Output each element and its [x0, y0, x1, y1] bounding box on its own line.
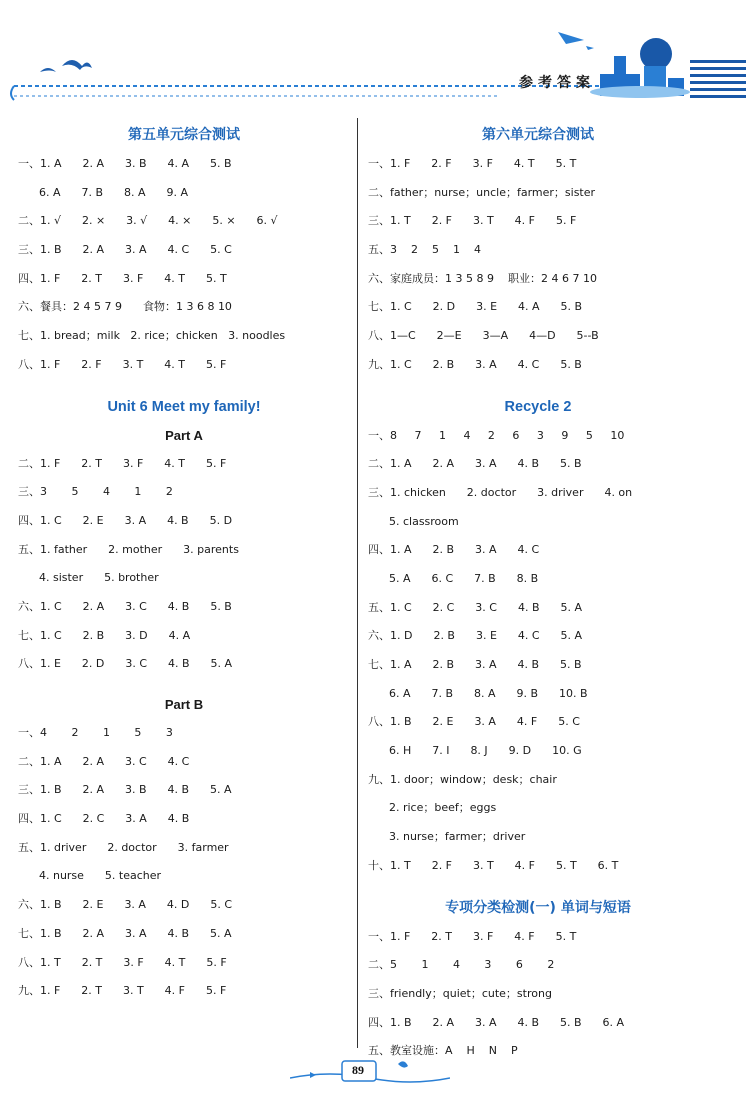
answer-row: 三、1. chicken 2. doctor 3. driver 4. on	[368, 485, 633, 499]
answer-row: 八、1. E 2. D 3. C 4. B 5. A	[18, 657, 233, 671]
bird-icon	[62, 60, 92, 70]
answer-row: 七、1. C 2. D 3. E 4. A 5. B	[368, 300, 583, 314]
answer-row: 六、1. B 2. E 3. A 4. D 5. C	[18, 898, 233, 912]
section-title: Unit 6 Meet my family!	[107, 398, 261, 415]
answer-row: 2. rice；beef；eggs	[368, 801, 497, 815]
answer-row: 七、1. B 2. A 3. A 4. B 5. A	[18, 926, 232, 940]
answer-row: 六、1. C 2. A 3. C 4. B 5. B	[18, 599, 232, 613]
right-column	[368, 120, 708, 1066]
answer-row: 八、1—C 2—E 3—A 4—D 5--B	[368, 329, 599, 343]
section-title: Recycle 2	[504, 398, 572, 415]
answer-row: 三、3 5 4 1 2	[18, 485, 173, 499]
answer-row: 二、1. A 2. A 3. C 4. C	[18, 754, 190, 768]
answer-row: 一、1. A 2. A 3. B 4. A 5. B	[18, 157, 232, 170]
answer-row: 一、4 2 1 5 3	[18, 726, 173, 739]
answer-row: 七、1. C 2. B 3. D 4. A	[18, 628, 191, 642]
column-divider	[357, 118, 358, 1048]
header-title: 参考答案	[519, 75, 595, 91]
answer-row: 四、1. F 2. T 3. F 4. T 5. T	[18, 271, 227, 285]
answer-row: 六、1. D 2. B 3. E 4. C 5. A	[368, 629, 583, 643]
bird-icon	[40, 68, 56, 72]
answer-row: 八、1. B 2. E 3. A 4. F 5. C	[368, 715, 580, 729]
stripes-decoration	[690, 60, 746, 98]
answer-row: 十、1. T 2. F 3. T 4. F 5. T 6. T	[368, 858, 619, 872]
answer-row: 八、1. F 2. F 3. T 4. T 5. F	[18, 357, 227, 371]
star-icon	[310, 1072, 316, 1078]
answer-row: 三、friendly；quiet；cute；strong	[368, 986, 552, 1000]
page-header	[0, 0, 750, 110]
answer-row: 四、1. C 2. E 3. A 4. B 5. D	[18, 513, 233, 527]
section-title: 专项分类检测(一) 单词与短语	[445, 899, 631, 916]
answer-row: 四、1. B 2. A 3. A 4. B 5. B 6. A	[368, 1015, 625, 1029]
bird-icon	[398, 1061, 408, 1067]
answer-row: 4. nurse 5. teacher	[18, 869, 162, 883]
paper-plane-icon	[586, 46, 594, 50]
answer-row: 二、5 1 4 3 6 2	[368, 958, 555, 972]
answer-row: 二、1. A 2. A 3. A 4. B 5. B	[368, 457, 582, 471]
answer-row: 三、1. B 2. A 3. B 4. B 5. A	[18, 783, 232, 797]
answer-row: 5. A 6. C 7. B 8. B	[368, 571, 539, 585]
answer-row: 四、1. C 2. C 3. A 4. B	[18, 812, 190, 826]
answer-row: 三、1. B 2. A 3. A 4. C 5. C	[18, 243, 232, 257]
answer-row: 七、1. bread；milk 2. rice；chicken 3. noodles	[18, 329, 286, 343]
answer-row: 5. classroom	[368, 514, 459, 528]
part-title: Part A	[165, 427, 203, 443]
answer-row: 八、1. T 2. T 3. F 4. T 5. F	[18, 955, 227, 969]
answer-row: 一、1. F 2. T 3. F 4. F 5. T	[368, 929, 577, 943]
answer-row: 五、1. C 2. C 3. C 4. B 5. A	[368, 600, 582, 614]
answer-row: 6. A 7. B 8. A 9. A	[18, 185, 189, 199]
answer-row: 二、father；nurse；uncle；farmer；sister	[368, 185, 596, 199]
answer-row: 五、1. father 2. mother 3. parents	[18, 542, 239, 556]
answer-row: 九、1. door；window；desk；chair	[368, 772, 557, 786]
part-title: Part B	[164, 697, 204, 712]
answer-row: 五、教室设施：A H N P	[368, 1044, 518, 1058]
section-title: 第六单元综合测试	[482, 127, 594, 143]
skyline-illustration	[590, 38, 690, 98]
answer-row: 6. A 7. B 8. A 9. B 10. B	[368, 686, 588, 700]
answer-row: 三、1. T 2. F 3. T 4. F 5. F	[368, 214, 577, 228]
left-column	[18, 120, 350, 1006]
answer-row: 五、1. driver 2. doctor 3. farmer	[18, 840, 229, 854]
header-decoration	[0, 0, 750, 110]
answer-row: 七、1. A 2. B 3. A 4. B 5. B	[368, 658, 582, 671]
answer-row: 4. sister 5. brother	[18, 571, 159, 585]
answer-row: 一、8 7 1 4 2 6 3 9 5 10	[368, 428, 625, 442]
paper-plane-icon	[558, 32, 584, 44]
answer-row: 四、1. A 2. B 3. A 4. C	[368, 543, 540, 557]
answer-row: 3. nurse；farmer；driver	[368, 830, 526, 844]
answer-row: 二、1. √ 2. × 3. √ 4. × 5. × 6. √	[18, 214, 278, 228]
page-number: 89	[352, 1063, 364, 1077]
answer-row: 一、1. F 2. F 3. F 4. T 5. T	[368, 157, 577, 170]
answer-row: 6. H 7. I 8. J 9. D 10. G	[368, 744, 582, 758]
answer-row: 二、1. F 2. T 3. F 4. T 5. F	[18, 456, 227, 470]
answer-row: 六、家庭成员：1 3 5 8 9 职业：2 4 6 7 10	[368, 271, 597, 285]
answer-row: 五、3 2 5 1 4	[368, 243, 481, 257]
section-title: 第五单元综合测试	[128, 127, 240, 143]
answer-row: 九、1. F 2. T 3. T 4. F 5. F	[18, 984, 227, 998]
answer-row: 九、1. C 2. B 3. A 4. C 5. B	[368, 357, 582, 371]
answer-row: 六、餐具：2 4 5 7 9 食物：1 3 6 8 10	[18, 300, 232, 314]
